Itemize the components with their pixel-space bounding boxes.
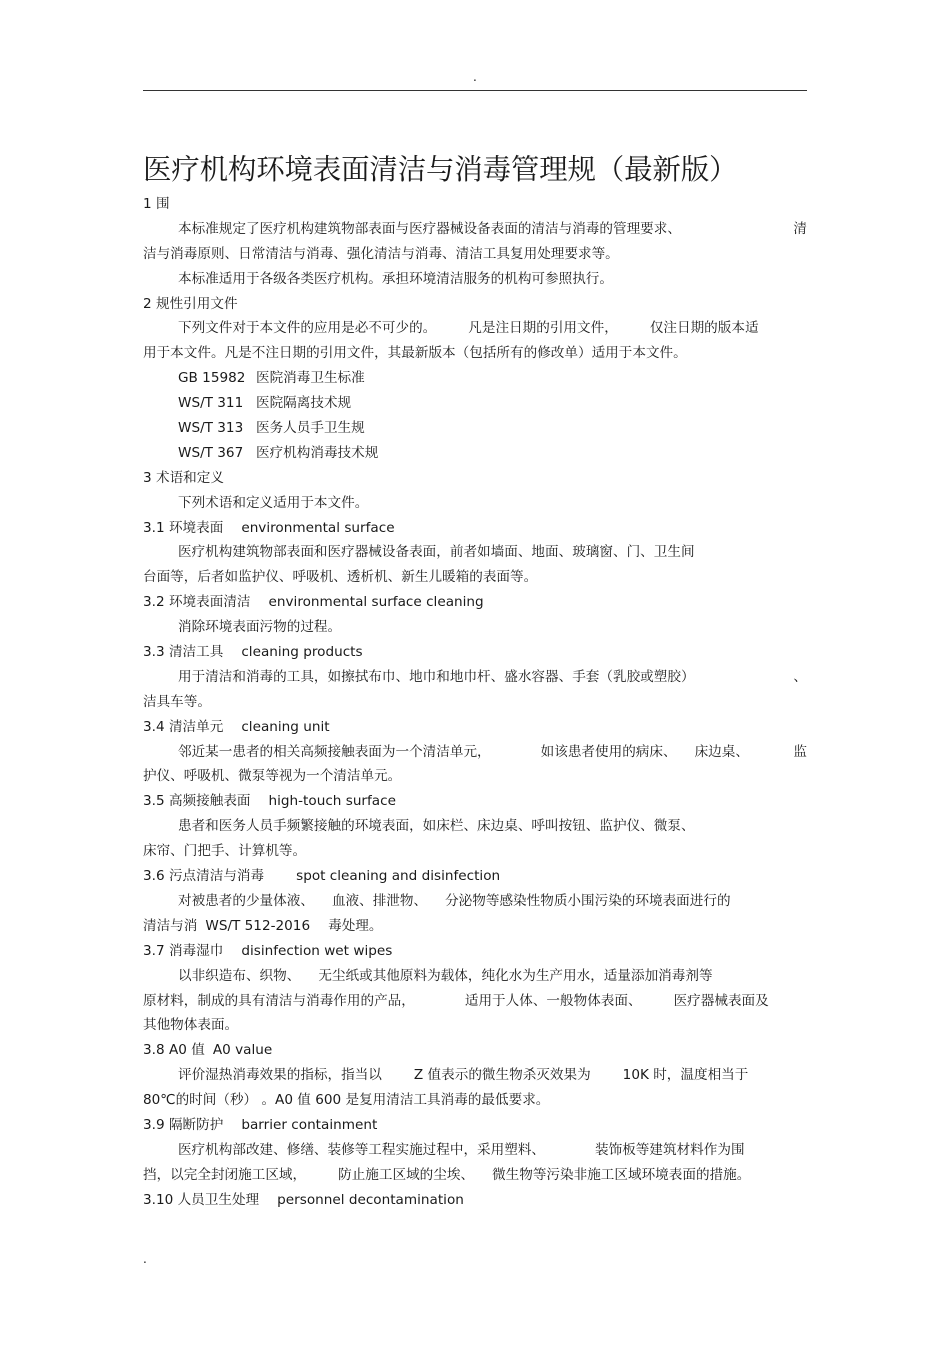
- text: 床边桌、: [694, 743, 749, 760]
- text: 以非织造布、织物、: [178, 967, 301, 984]
- reference-item: [143, 366, 807, 391]
- definition-line: [143, 690, 807, 715]
- definition-line: [143, 989, 807, 1014]
- definition-line: [143, 1063, 807, 1088]
- term-heading: [143, 590, 807, 615]
- term-number: 3.10 人员卫生处理: [143, 1191, 260, 1208]
- term-english: A0 value: [212, 1042, 273, 1059]
- reference-item: [143, 391, 807, 416]
- term-number: 3.5 高频接触表面: [143, 793, 251, 810]
- text: 凡是注日期的引用文件，: [468, 320, 618, 337]
- text: 台面等，后者如监护仪、呼吸机、透析机、新生儿暖箱的表面等。: [143, 569, 538, 586]
- text: 10K 时，温度相当于: [622, 1067, 749, 1084]
- definition-line: [143, 1088, 807, 1113]
- text: 邻近某一患者的相关高频接触表面为一个清洁单元，: [178, 743, 491, 760]
- section-heading-text: 2 规性引用文件: [143, 295, 238, 312]
- term-english: spot cleaning and disinfection: [296, 868, 501, 885]
- definition-line: [143, 1138, 807, 1163]
- text: 无尘纸或其他原料为载体，纯化水为生产用水，适量添加消毒剂等: [318, 967, 713, 984]
- reference-title: 医院消毒卫生标准: [256, 370, 365, 387]
- term-number: 3.1 环境表面: [143, 519, 224, 536]
- paragraph-continuation: [143, 242, 807, 267]
- reference-item: [143, 416, 807, 441]
- section-heading-text: 1 围: [143, 196, 170, 212]
- definition-line: [143, 764, 807, 789]
- text: 医疗器械表面及: [673, 992, 769, 1009]
- reference-code: WS/T 311: [178, 395, 244, 412]
- term-heading: [143, 789, 807, 814]
- text: 洁与消毒原则、日常清洁与消毒、强化清洁与消毒、清洁工具复用处理要求等。: [143, 245, 619, 262]
- definition-line: [143, 889, 807, 914]
- text: 血液、排泄物、: [331, 892, 428, 909]
- text: 如该患者使用的病床、: [540, 743, 677, 760]
- term-heading: [143, 516, 807, 541]
- text: 其他物体表面。: [143, 1017, 239, 1034]
- definition-line: [143, 839, 807, 864]
- term-heading: [143, 715, 807, 740]
- definition-line: [143, 615, 807, 640]
- term-number: 3.8 A0 值: [143, 1042, 205, 1059]
- reference-code: WS/T 367: [178, 444, 244, 461]
- definition-line: [143, 565, 807, 590]
- text: 仅注日期的版本适: [649, 320, 759, 337]
- definition-line: [143, 814, 807, 839]
- text: 毒处理。: [328, 917, 383, 934]
- text: 本标准规定了医疗机构建筑物部表面与医疗器械设备表面的清洁与消毒的管理要求、: [178, 220, 681, 237]
- term-english: environmental surface: [241, 519, 395, 536]
- document-title: 医疗机构环境表面清洁与消毒管理规（最新版）: [143, 153, 738, 186]
- text: 80℃的时间（秒） 。A0 值 600 是复用清洁工具消毒的最低要求。: [143, 1092, 550, 1109]
- document-body: [143, 192, 807, 1213]
- term-heading: [143, 864, 807, 889]
- definition-line: [143, 540, 807, 565]
- term-english: high-touch surface: [268, 793, 396, 810]
- footer-dot: .: [143, 1252, 147, 1266]
- text: 清: [793, 220, 807, 237]
- text: 评价湿热消毒效果的指标，指当以: [178, 1067, 382, 1084]
- text: 挡，以完全封闭施工区域，: [143, 1166, 307, 1183]
- text: 消除环境表面污物的过程。: [178, 619, 342, 636]
- term-heading: [143, 1188, 807, 1213]
- term-english: disinfection wet wipes: [241, 942, 393, 959]
- section-heading-text: 3 术语和定义: [143, 469, 224, 486]
- text: 患者和医务人员手频繁接触的环境表面，如床栏、床边桌、呼叫按钮、监护仪、微泵、: [178, 818, 695, 835]
- term-number: 3.3 清洁工具: [143, 644, 224, 661]
- section-3-heading: [143, 466, 807, 491]
- term-number: 3.2 环境表面清洁: [143, 594, 251, 611]
- text: 监: [793, 743, 807, 760]
- header-rule: [143, 90, 807, 91]
- reference-title: 医院隔离技术规: [256, 395, 352, 412]
- text: 、: [793, 668, 807, 685]
- text: 医疗机构建筑物部表面和医疗器械设备表面，前者如墙面、地面、玻璃窗、门、卫生间: [178, 544, 695, 561]
- paragraph-continuation: [143, 341, 807, 366]
- term-number: 3.6 污点清洁与消毒: [143, 868, 265, 885]
- header-dot: .: [473, 70, 477, 84]
- definition-line: [143, 665, 807, 690]
- definition-line: [143, 1013, 807, 1038]
- paragraph: [143, 217, 807, 242]
- text: 护仪、呼吸机、微泵等视为一个清洁单元。: [143, 768, 402, 785]
- text: 用于本文件。凡是不注日期的引用文件，其最新版本（包括所有的修改单）适用于本文件。: [143, 345, 687, 362]
- standard-code: WS/T 512-2016: [205, 917, 311, 934]
- term-english: personnel decontamination: [277, 1191, 464, 1208]
- definition-line: [143, 964, 807, 989]
- text: 微生物等污染非施工区域环境表面的措施。: [492, 1166, 751, 1183]
- text: 防止施工区域的尘埃、: [338, 1166, 475, 1183]
- term-heading: [143, 640, 807, 665]
- term-english: cleaning products: [241, 644, 363, 661]
- reference-title: 医疗机构消毒技术规: [256, 444, 379, 461]
- definition-line: [143, 914, 807, 939]
- text: 本标准适用于各级各类医疗机构。承担环境清洁服务的机构可参照执行。: [178, 270, 613, 287]
- text: 对被患者的少量体液、: [178, 892, 314, 909]
- text: 适用于人体、一般物体表面、: [464, 992, 642, 1009]
- term-number: 3.7 消毒湿巾: [143, 942, 224, 959]
- text: 床帘、门把手、计算机等。: [143, 843, 307, 860]
- reference-item: [143, 441, 807, 466]
- paragraph: [143, 316, 807, 341]
- term-english: cleaning unit: [241, 718, 330, 735]
- text: 用于清洁和消毒的工具，如擦拭布巾、地巾和地巾杆、盛水容器、手套（乳胶或塑胶）: [178, 668, 695, 685]
- term-heading: [143, 939, 807, 964]
- paragraph: [143, 491, 807, 516]
- text: 分泌物等感染性物质小围污染的环境表面进行的: [445, 892, 731, 909]
- text: 下列术语和定义适用于本文件。: [178, 494, 369, 511]
- definition-line: [143, 1163, 807, 1188]
- section-1-heading: [143, 192, 807, 217]
- term-heading: [143, 1113, 807, 1138]
- term-number: 3.9 隔断防护: [143, 1116, 224, 1133]
- text: 洁具车等。: [143, 693, 211, 710]
- term-number: 3.4 清洁单元: [143, 718, 224, 735]
- term-english: environmental surface cleaning: [268, 594, 484, 611]
- text: 原材料，制成的具有清洁与消毒作用的产品，: [143, 992, 415, 1009]
- text: 装饰板等建筑材料作为围: [595, 1141, 745, 1158]
- text: 下列文件对于本文件的应用是必不可少的。: [178, 320, 437, 337]
- definition-line: [143, 740, 807, 765]
- reference-code: GB 15982: [178, 370, 246, 387]
- text: 医疗机构部改建、修缮、装修等工程实施过程中，采用塑料、: [178, 1141, 546, 1158]
- section-2-heading: [143, 292, 807, 317]
- reference-title: 医务人员手卫生规: [256, 420, 365, 437]
- term-english: barrier containment: [241, 1116, 378, 1133]
- text: 清洁与消: [143, 917, 198, 934]
- reference-code: WS/T 313: [178, 420, 244, 437]
- paragraph: [143, 267, 807, 292]
- text: Z 值表示的微生物杀灭效果为: [413, 1067, 591, 1084]
- term-heading: [143, 1038, 807, 1063]
